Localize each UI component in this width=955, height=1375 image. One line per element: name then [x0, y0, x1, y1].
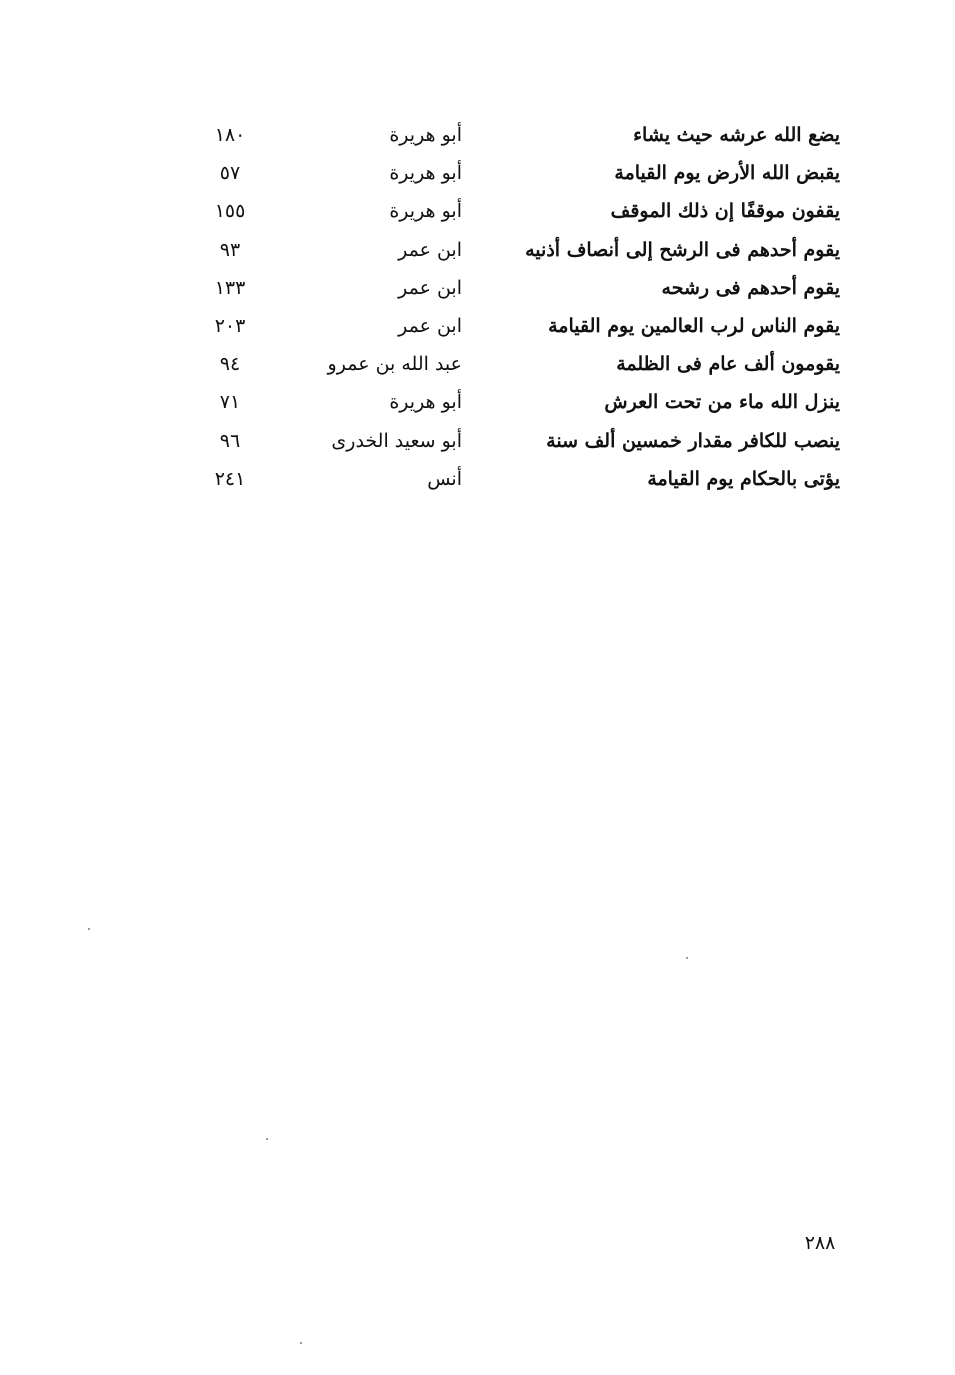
page-ref: ٥٧	[219, 162, 241, 185]
hadith-index-table	[195, 116, 840, 498]
scan-speck	[266, 1138, 268, 1140]
hadith-text: يقفون موقفًا إن ذلك الموقف	[610, 200, 840, 223]
hadith-text: يقوم الناس لرب العالمين يوم القيامة	[548, 314, 840, 337]
hadith-text: يضع الله عرشه حيث يشاء	[633, 124, 840, 146]
scan-speck	[300, 1342, 302, 1344]
page-ref: ١٨٠	[214, 124, 246, 146]
page-ref: ٩٦	[219, 429, 241, 452]
page-ref: ١٣٣	[214, 276, 246, 299]
index-row	[195, 154, 840, 192]
hadith-text: يقوم أحدهم فى رشحه	[661, 276, 840, 299]
hadith-text: ينصب للكافر مقدار خمسين ألف سنة	[546, 429, 840, 452]
page-ref: ٩٣	[219, 238, 241, 261]
hadith-text: يؤتى بالحكام يوم القيامة	[647, 467, 840, 490]
index-row	[195, 345, 840, 383]
page-ref: ٧١	[219, 391, 241, 414]
hadith-text: ينزل الله ماء من تحت العرش	[604, 391, 840, 414]
page-ref: ٢٠٣	[214, 314, 246, 337]
index-row	[195, 231, 840, 269]
narrator: أبو سعيد الخدرى	[331, 429, 462, 452]
narrator: أبو هريرة	[389, 124, 462, 146]
index-row	[195, 460, 840, 498]
narrator: ابن عمر	[398, 314, 462, 337]
narrator: ابن عمر	[398, 238, 462, 261]
scan-speck	[88, 928, 90, 930]
narrator: عبد الله بن عمرو	[327, 353, 462, 376]
narrator: أبو هريرة	[389, 391, 462, 414]
index-row	[195, 192, 840, 230]
page-number: ٢٨٨	[804, 1232, 836, 1254]
page-ref: ٩٤	[219, 353, 241, 376]
narrator: أبو هريرة	[389, 162, 462, 185]
hadith-text: يقبض الله الأرض يوم القيامة	[614, 162, 840, 185]
scan-speck	[686, 957, 688, 959]
page-ref: ١٥٥	[214, 200, 246, 223]
narrator: ابن عمر	[398, 276, 462, 299]
hadith-text: يقوم أحدهم فى الرشح إلى أنصاف أذنيه	[525, 238, 840, 261]
hadith-text: يقومون ألف عام فى الظلمة	[616, 353, 840, 376]
index-row	[195, 269, 840, 307]
narrator: أنس	[427, 467, 462, 490]
index-row	[195, 116, 840, 154]
narrator: أبو هريرة	[389, 200, 462, 223]
index-row	[195, 307, 840, 345]
index-row	[195, 383, 840, 421]
index-row	[195, 422, 840, 460]
page-ref: ٢٤١	[214, 467, 246, 490]
